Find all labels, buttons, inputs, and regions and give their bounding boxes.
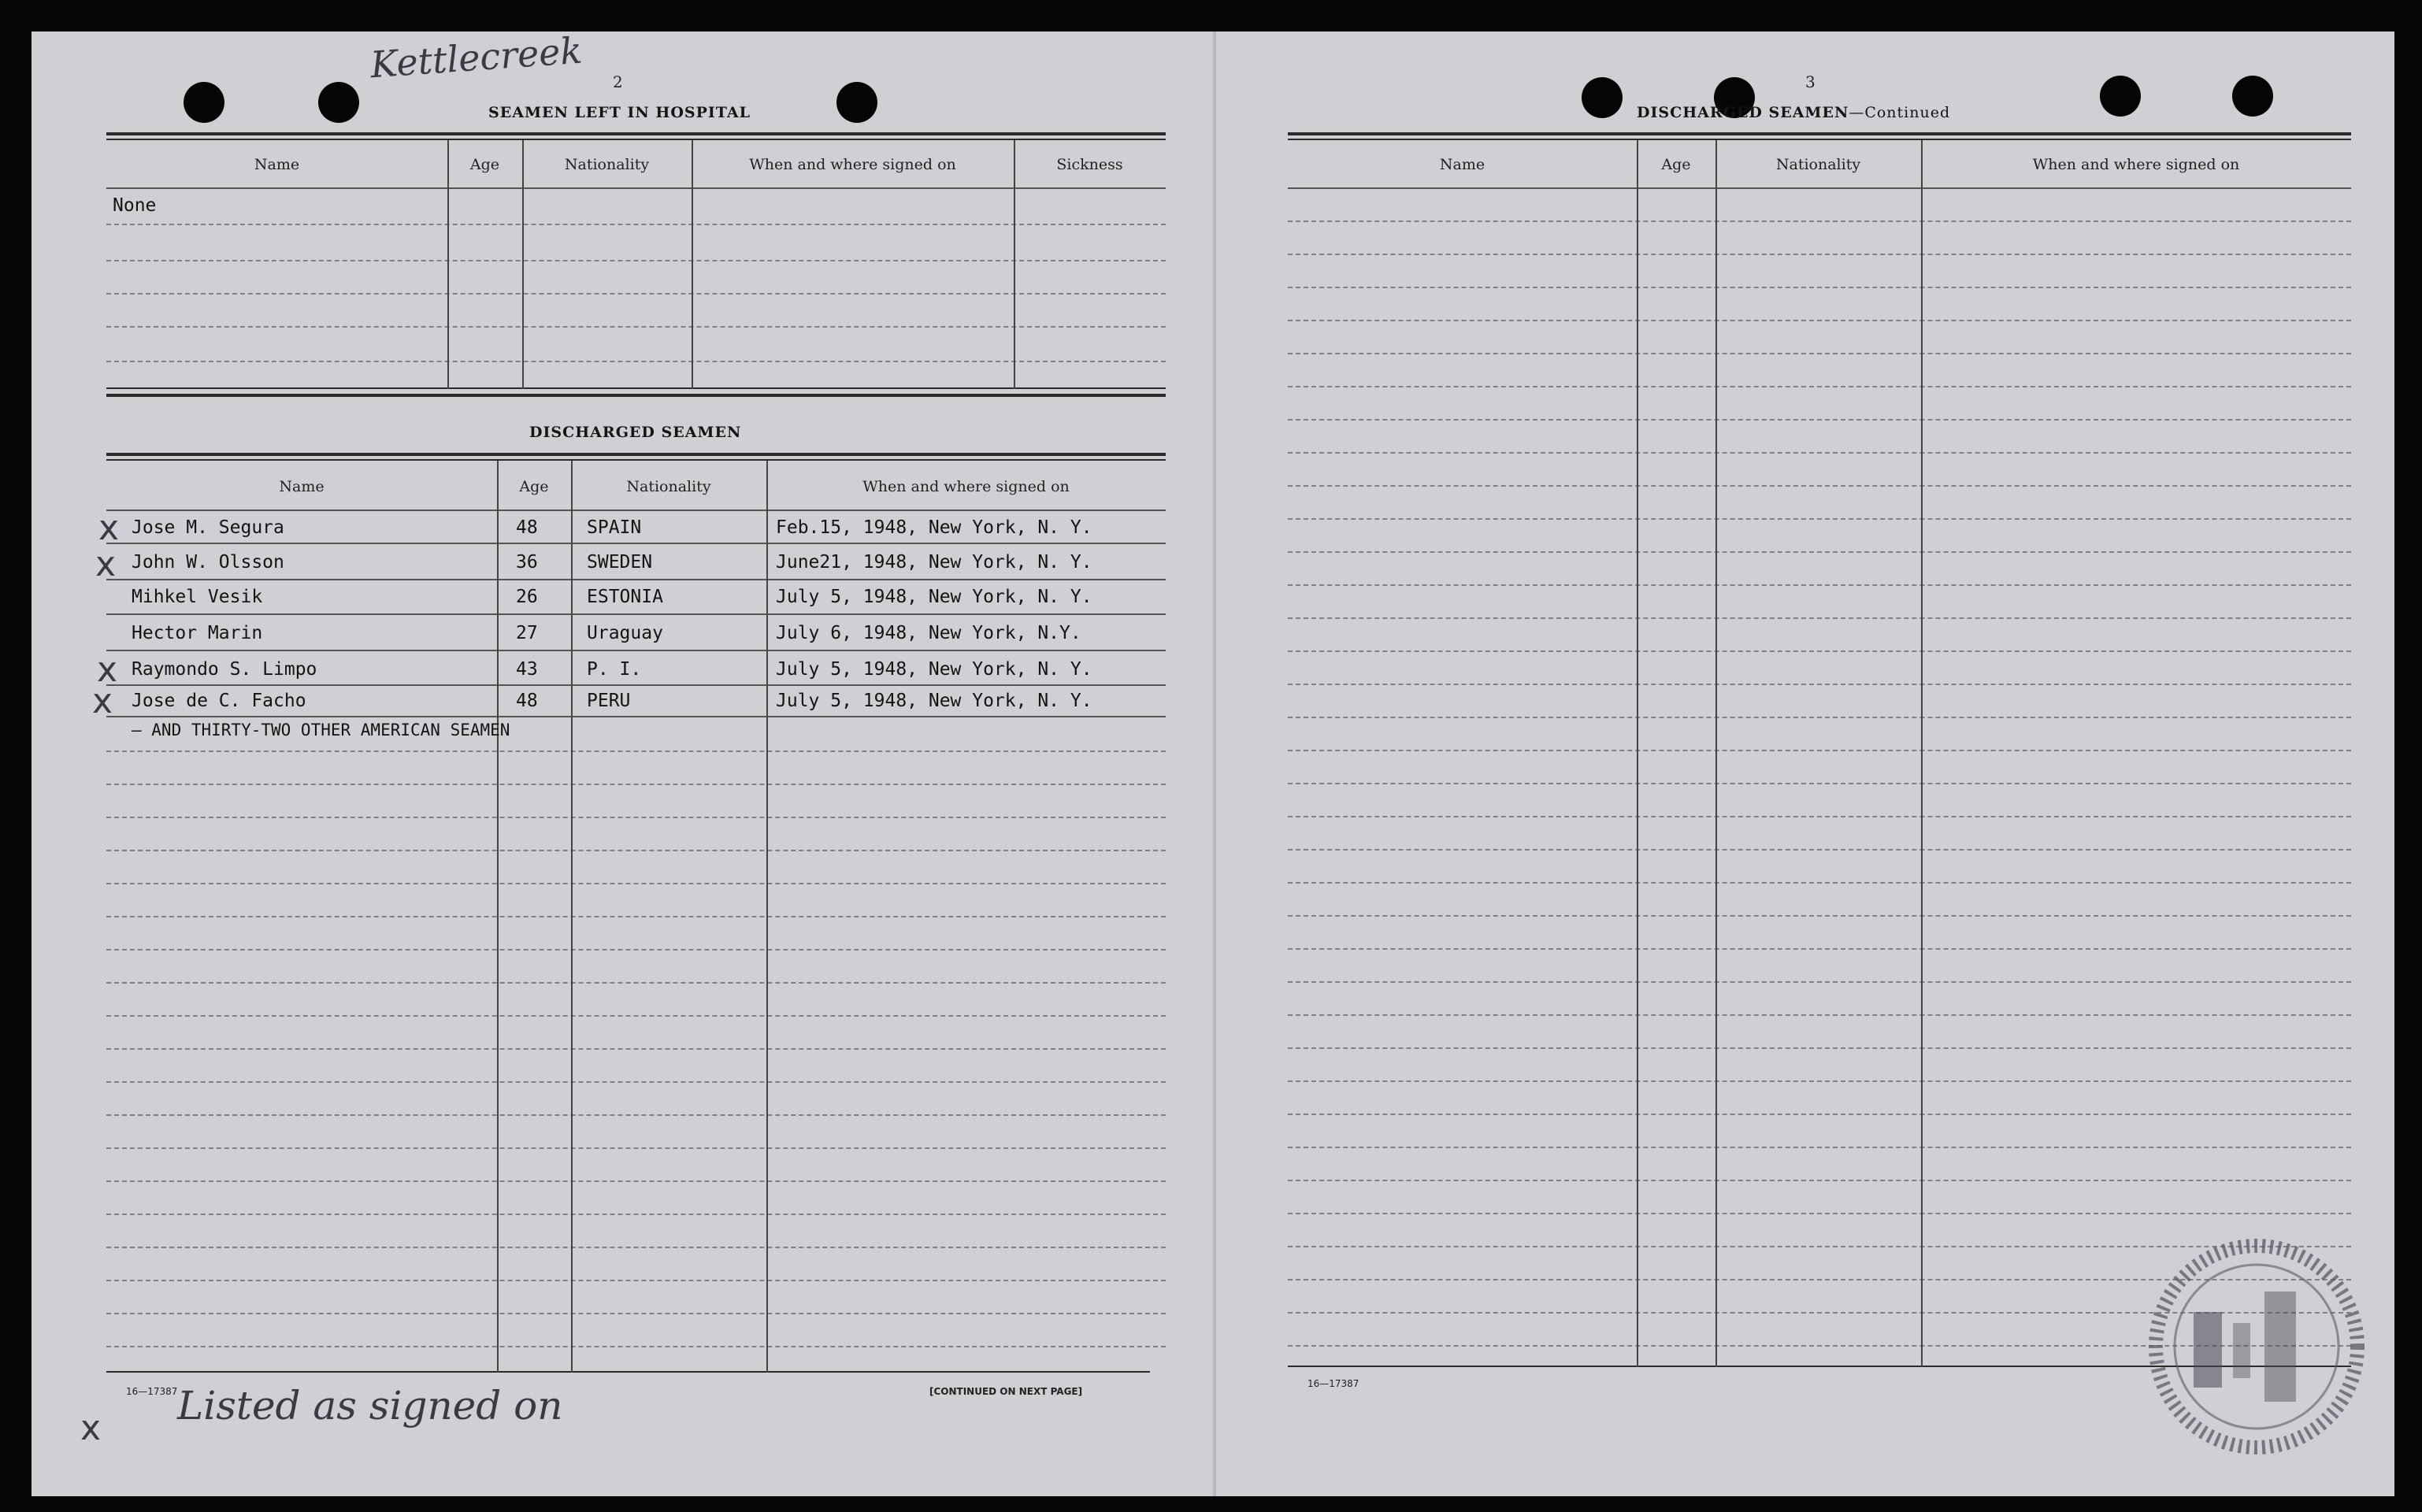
page-fold <box>1213 32 1216 1496</box>
column-header-nationality: Nationality <box>564 156 650 173</box>
seaman-signed-on: June21, 1948, New York, N. Y. <box>776 552 1092 573</box>
continued-title-main: DISCHARGED SEAMEN <box>1637 104 1849 121</box>
seaman-age: 43 <box>516 659 538 680</box>
form-number: 16—17387 <box>126 1386 178 1397</box>
punch-hole <box>836 82 877 123</box>
punch-hole <box>1582 77 1623 118</box>
page-number: 2 <box>613 72 623 91</box>
discharged-table <box>92 453 1166 1410</box>
column-header-age: Age <box>1661 156 1691 173</box>
continued-note: [CONTINUED ON NEXT PAGE] <box>929 1386 1083 1397</box>
seaman-nationality: SPAIN <box>587 517 642 538</box>
punch-hole <box>184 82 224 123</box>
form-number: 16—17387 <box>1307 1378 1359 1389</box>
column-header-signed-on: When and where signed on <box>2032 156 2240 173</box>
column-header-age: Age <box>469 156 500 173</box>
discharged-continued-table <box>1288 132 2351 1408</box>
check-mark-x: x <box>95 544 117 584</box>
seaman-signed-on: July 5, 1948, New York, N. Y. <box>776 587 1092 607</box>
seaman-signed-on: Feb.15, 1948, New York, N. Y. <box>776 517 1092 538</box>
seaman-age: 36 <box>516 552 538 573</box>
column-header-nationality: Nationality <box>626 478 711 495</box>
seaman-age: 48 <box>516 517 538 538</box>
hospital-entry-none: None <box>113 195 157 216</box>
seaman-signed-on: July 5, 1948, New York, N. Y. <box>776 691 1092 711</box>
handwritten-ship-name: Kettlecreek <box>369 28 584 87</box>
seaman-nationality: P. I. <box>587 659 642 680</box>
seaman-name: Jose M. Segura <box>132 517 284 538</box>
seaman-age: 48 <box>516 691 538 711</box>
continued-section-title <box>1637 104 1950 121</box>
seaman-nationality: SWEDEN <box>587 552 653 573</box>
column-header-signed-on: When and where signed on <box>749 156 956 173</box>
circular-stamp-seal <box>2146 1236 2367 1457</box>
column-header-sickness: Sickness <box>1056 156 1123 173</box>
seaman-name: Raymondo S. Limpo <box>132 659 317 680</box>
check-mark-x: x <box>97 650 118 690</box>
punch-hole <box>2232 76 2273 117</box>
other-seamen-note: — AND THIRTY-TWO OTHER AMERICAN SEAMEN <box>132 721 510 739</box>
document-sheet <box>32 28 2394 1496</box>
punch-hole <box>318 82 359 123</box>
seaman-nationality: PERU <box>587 691 631 711</box>
seaman-name: John W. Olsson <box>132 552 284 573</box>
continued-title-sub: —Continued <box>1849 104 1951 121</box>
seaman-name: Jose de C. Facho <box>132 691 306 711</box>
column-header-nationality: Nationality <box>1775 156 1861 173</box>
column-header-signed-on: When and where signed on <box>862 478 1070 495</box>
column-header-name: Name <box>254 156 300 173</box>
column-header-name: Name <box>1439 156 1485 173</box>
footnote-x-mark: x <box>80 1408 102 1448</box>
seaman-signed-on: July 5, 1948, New York, N. Y. <box>776 659 1092 680</box>
check-mark-x: x <box>92 681 113 721</box>
seaman-name: Hector Marin <box>132 623 263 643</box>
seaman-nationality: ESTONIA <box>587 587 663 607</box>
handwritten-footnote: Listed as signed on <box>177 1383 563 1429</box>
seaman-age: 27 <box>516 623 538 643</box>
punch-hole <box>2100 76 2141 117</box>
page-number: 3 <box>1805 72 1816 91</box>
check-mark-x: x <box>98 508 120 548</box>
hospital-table <box>106 132 1166 400</box>
seaman-name: Mihkel Vesik <box>132 587 263 607</box>
seaman-nationality: Uraguay <box>587 623 663 643</box>
seaman-age: 26 <box>516 587 538 607</box>
column-header-name: Name <box>279 478 325 495</box>
discharged-section-title: DISCHARGED SEAMEN <box>529 424 742 441</box>
hospital-section-title: SEAMEN LEFT IN HOSPITAL <box>488 104 751 121</box>
seaman-signed-on: July 6, 1948, New York, N.Y. <box>776 623 1081 643</box>
column-header-age: Age <box>519 478 549 495</box>
